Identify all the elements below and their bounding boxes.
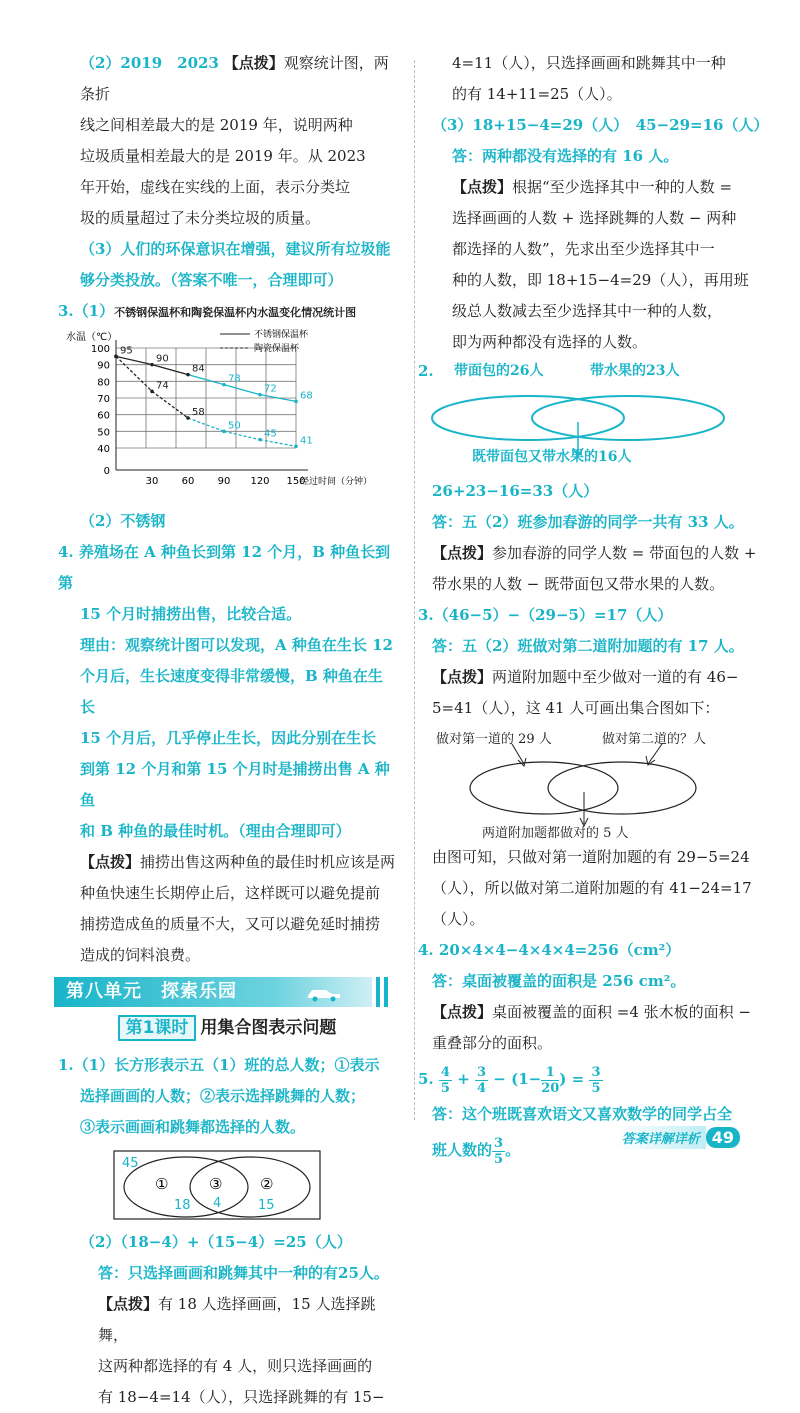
l1-answer [58, 1050, 396, 1143]
column-divider [414, 60, 415, 1120]
data-label: 90 [156, 353, 169, 365]
y-tick-label: 90 [97, 360, 110, 372]
q4-tip-text: 捕捞出售这两种鱼的最佳时机应该是两 [140, 853, 396, 871]
q3-answer-line: （3）人们的环保意识在增强，建议所有垃圾能 [80, 240, 391, 258]
r2-calc: 26+23−16=33（人） [432, 482, 599, 500]
r5-answer-pre: 班人数的 [432, 1141, 493, 1159]
data-point [258, 438, 262, 442]
data-point [294, 400, 298, 404]
q3-part2-answer: （2）不锈钢 [80, 512, 166, 530]
venn-right-label: 带水果的23人 [590, 363, 680, 379]
text-line: 15 个月时捕捞出售，比较合适。 [80, 605, 302, 623]
q2-answer: （2）2019 2023 [80, 54, 219, 72]
tip-tag: 【点拨】 [98, 1295, 159, 1313]
q4-tip [58, 878, 396, 971]
venn-right-label: 做对第二道的？人 [602, 732, 707, 747]
text-line: 理由：观察统计图可以发现，A 种鱼在生长 12 [80, 636, 393, 654]
data-point [258, 393, 262, 397]
r3b-answer: 答：五（2）班做对第二道附加题的有 17 人。 [432, 637, 744, 655]
text-line: 种的人数，即 18+15−4=29（人），再用班 [452, 271, 749, 289]
venn-count-3: 4 [213, 1196, 222, 1211]
x-tick-label: 30 [145, 476, 159, 487]
r5-expression: 5. $\frac{4}{5}$ + $\frac{3}{4}$ − (1− $\frac{1}{20}$ ) = $\frac{3}{5}$ [418, 1064, 601, 1096]
text-line: 4. 养殖场在 A 种鱼长到第 12 个月，B 种鱼长到第 [58, 543, 391, 592]
data-label: 74 [156, 380, 169, 392]
part-label: （1） [73, 302, 115, 320]
text-line: （人）。 [432, 910, 485, 928]
r3-answer: 答：两种都没有选择的有 16 人。 [452, 147, 679, 165]
l1-answer-text: 答：只选择画画和跳舞其中一种的有25人。 [98, 1264, 389, 1282]
y-tick-label: 80 [97, 377, 110, 389]
data-label: 45 [264, 428, 277, 440]
series-line [224, 385, 260, 395]
r2-answer: 答：五（2）班参加春游的同学一共有 33 人。 [432, 513, 744, 531]
text-line: 由图可知，只做对第一道附加题的有 29−5=24 [432, 848, 750, 866]
venn-count-2: 15 [258, 1198, 275, 1213]
tip-tag: 【点拨】 [80, 853, 141, 871]
r3b-calc: 3.（46−5）−（29−5）=17（人） [418, 606, 673, 624]
page-footer [616, 1126, 740, 1149]
r5-answer-post: 。 [505, 1141, 521, 1159]
x-tick-label: 120 [250, 476, 270, 487]
r4-answer: 答：桌面被覆盖的面积是 256 cm²。 [432, 972, 686, 990]
text-line: 级总人数减去至少选择其中一种的人数， [452, 302, 723, 320]
r3b-tip-text: 两道附加题中至少做对一道的有 46− [492, 668, 739, 686]
x-tick-label: 150 [286, 476, 306, 487]
text-line: 到第 12 个月和第 15 个月时是捕捞出售 A 种鱼 [80, 760, 390, 809]
r2-tip-text: 参加春游的同学人数 = 带面包的人数 + [492, 544, 757, 562]
y-tick-label: 70 [97, 394, 110, 405]
y-tick-label: 60 [97, 410, 110, 422]
q2-tip-line: 圾的质量超过了未分类垃圾的质量。 [80, 209, 321, 227]
fraction-answer: $\frac{3}{5}$ [494, 1135, 504, 1167]
venn-region-1: ① [155, 1175, 169, 1193]
x-axis-label: 经过时间（分钟） [300, 477, 373, 487]
q4-answer [58, 537, 396, 847]
data-point [150, 390, 154, 394]
lesson-heading [58, 1013, 396, 1044]
text-line: 都选择的人数”，先求出至少选择其中一 [452, 240, 715, 258]
legend-label: 不锈钢保温杯 [254, 330, 309, 340]
text-line: 造成的饲料浪费。 [80, 946, 201, 964]
text-line: 4=11（人），只选择画画和跳舞其中一种 [452, 54, 726, 72]
text-line: ③表示画画和跳舞都选择的人数。 [80, 1118, 306, 1136]
unit-banner [54, 977, 394, 1009]
text-line: 和 B 种鱼的最佳时机。（理由合理即可） [80, 822, 351, 840]
r3-tip [432, 203, 762, 358]
y-tick-label: 0 [103, 466, 110, 477]
y-tick-label: 40 [97, 444, 110, 455]
l1-tip-text: 有 18 人选择画画，15 人选择跳舞， [98, 1295, 376, 1344]
venn-diagram-2 [418, 358, 762, 470]
x-tick-label: 60 [181, 476, 195, 487]
data-label: 41 [300, 435, 313, 447]
venn-diagram-1 [110, 1149, 330, 1223]
banner-stripe [384, 977, 388, 1007]
data-point [186, 416, 190, 420]
banner-stripe [376, 977, 380, 1007]
q2-tip-text: 观察统计图，两条折 [80, 54, 389, 103]
tip-tag: 【点拨】 [432, 544, 493, 562]
legend-label: 陶瓷保温杯 [254, 344, 300, 354]
r3b-tip-line: 5=41（人），这 41 人可画出集合图如下： [432, 699, 720, 717]
venn-bottom-label: 既带面包又带水果的16人 [472, 449, 632, 465]
series-line [152, 365, 188, 375]
l1-tip [58, 1351, 396, 1413]
r4-tip-line: 重叠部分的面积。 [432, 1034, 553, 1052]
series-line [260, 440, 296, 447]
y-axis-label: 水温（℃） [66, 332, 118, 343]
data-point [222, 383, 226, 387]
text-line: 有 18−4=14（人），只选择跳舞的有 15− [98, 1388, 385, 1406]
venn-left-label: 带面包的26人 [454, 363, 544, 379]
right-column [418, 48, 769, 1170]
fraction-result: $\frac{3}{5}$ [591, 1064, 601, 1096]
r3b-after [432, 842, 762, 935]
fraction-c: $\frac{1}{20}$ [541, 1064, 560, 1096]
text-line: 这两种都选择的有 4 人，则只选择画画的 [98, 1357, 373, 1375]
data-label: 72 [264, 383, 277, 395]
chart-title: 不锈钢保温杯和陶瓷保温杯内水温变化情况统计图 [114, 306, 357, 319]
question-number: 3. [58, 302, 74, 320]
page-number: 49 [706, 1127, 740, 1148]
text-line: 选择画画的人数 + 选择跳舞的人数 − 两种 [452, 209, 737, 227]
data-point [222, 430, 226, 434]
data-label: 84 [192, 363, 205, 375]
q2-tip-line: 垃圾质量相差最大的是 2019 年。从 2023 [80, 147, 366, 165]
line-chart [62, 328, 373, 506]
text-line: 的有 14+11=25（人）。 [452, 85, 622, 103]
data-label: 58 [192, 407, 205, 418]
series-line [116, 356, 152, 391]
text-line: 选择画画的人数；②表示选择跳舞的人数； [80, 1087, 366, 1105]
tip-tag: 【点拨】 [432, 1003, 493, 1021]
data-point [150, 363, 154, 367]
r4-calc: 4. 20×4×4−4×4×4=256（cm²） [418, 941, 681, 959]
question-number: 2. [418, 362, 434, 380]
fraction-a: $\frac{4}{5}$ [440, 1064, 450, 1096]
unit-title: 第八单元 探索乐园 [66, 981, 237, 1002]
r5-answer: 答：这个班既喜欢语文又喜欢数学的同学占全 [432, 1105, 733, 1123]
venn-diagram-3 [432, 724, 762, 842]
text-line: 个月后，生长速度变得非常缓慢，B 种鱼在生长 [80, 667, 383, 716]
car-icon [304, 984, 348, 1002]
q3-answer-line: 够分类投放。（答案不唯一，合理即可） [80, 271, 343, 289]
tip-tag: 【点拨】 [432, 668, 493, 686]
text-line: 15 个月后，几乎停止生长，因此分别在生长 [80, 729, 377, 747]
tip-tag: 【点拨】 [223, 54, 284, 72]
text-line: 捕捞造成鱼的质量不大，又可以避免延时捕捞 [80, 915, 381, 933]
r2-tip-line: 带水果的人数 − 既带面包又带水果的人数。 [432, 575, 725, 593]
venn-total-label: 45 [122, 1156, 139, 1171]
series-line [224, 431, 260, 439]
question-number: 5. [418, 1070, 434, 1088]
r4-tip-text: 桌面被覆盖的面积 =4 张木板的面积 − [492, 1003, 752, 1021]
venn-region-3: ③ [209, 1175, 223, 1193]
y-tick-label: 100 [90, 344, 110, 355]
q2-tip-line: 年开始，虚线在实线的上面，表示分类垃 [80, 178, 351, 196]
data-label: 50 [228, 420, 241, 432]
venn-count-1: 18 [174, 1198, 191, 1213]
venn-bottom-label: 两道附加题都做对的 5 人 [482, 826, 629, 841]
venn-left-label: 做对第一道的 29 人 [436, 732, 552, 747]
data-point [114, 355, 118, 359]
lesson-number: 第1课时 [118, 1015, 197, 1041]
text-line: 种鱼快速生长期停止后，这样既可以避免提前 [80, 884, 381, 902]
q2-tip-line: 线之间相差最大的是 2019 年，说明两种 [80, 116, 353, 134]
venn-region-2: ② [260, 1175, 274, 1193]
series-line [152, 391, 188, 418]
text-line: （人），所以做对第二道附加题的有 41−24=17 [432, 879, 752, 897]
lesson-title: 用集合图表示问题 [200, 1018, 337, 1038]
left-column [58, 48, 396, 1413]
series-line [116, 356, 152, 364]
y-tick-label: 50 [97, 427, 110, 439]
data-point [294, 445, 298, 449]
text-line: 1.（1）长方形表示五（1）班的总人数；①表示 [58, 1056, 380, 1074]
data-point [186, 373, 190, 377]
data-label: 95 [120, 345, 133, 357]
tip-tag: 【点拨】 [452, 178, 513, 196]
fraction-b: $\frac{3}{4}$ [477, 1064, 487, 1096]
footer-label: 答案详解详析 [616, 1126, 706, 1149]
data-label: 78 [228, 373, 241, 385]
r3-tip-text: 根据“至少选择其中一种的人数 = [512, 178, 733, 196]
text-line: 即为两种都没有选择的人数。 [452, 333, 648, 351]
r3-calc: （3）18+15−4=29（人） 45−29=16（人） [432, 116, 769, 134]
x-tick-label: 90 [217, 476, 231, 487]
l1-part2: （2）（18−4）+（15−4）=25（人） [80, 1233, 352, 1251]
data-label: 68 [300, 390, 313, 402]
